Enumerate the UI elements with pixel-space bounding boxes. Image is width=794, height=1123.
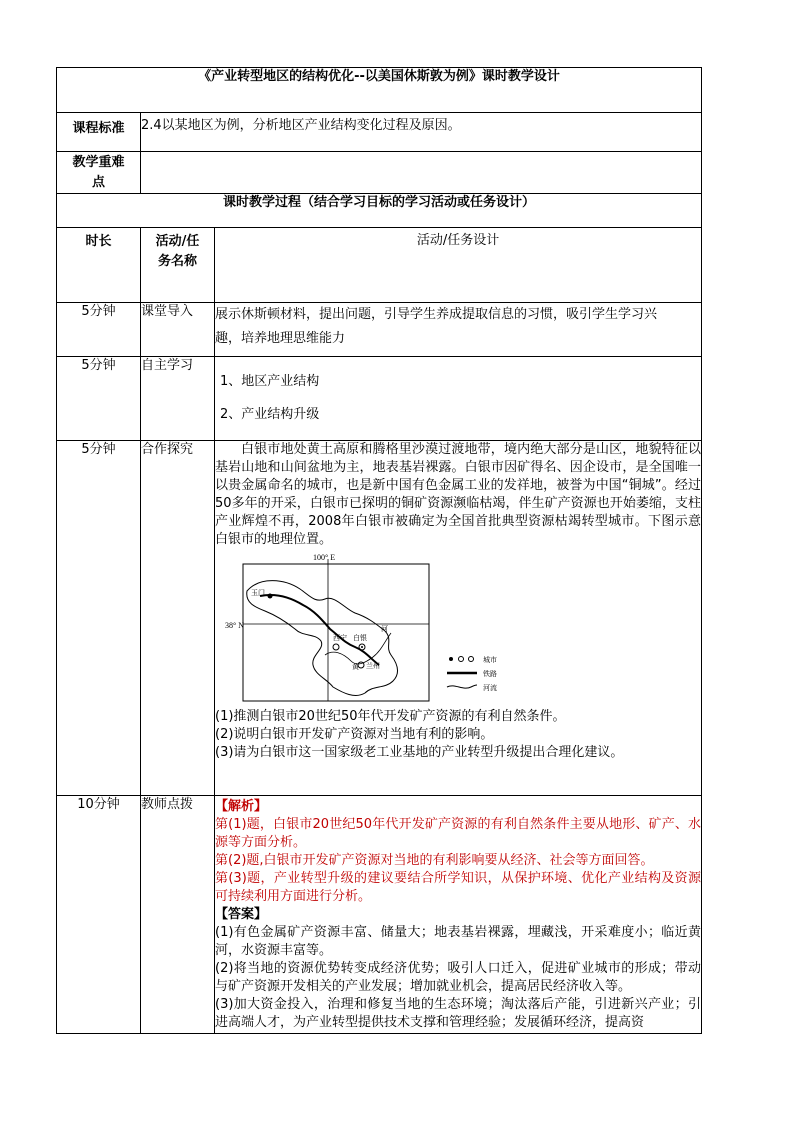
legend-city-label: 城市 [483, 656, 497, 664]
legend-river-symbol [447, 685, 477, 688]
focus-text [141, 152, 702, 194]
city-yumen-marker [268, 594, 273, 599]
standard-text: 2.4以某地区为例，分析地区产业结构变化过程及原因。 [141, 113, 702, 152]
coop-content [215, 441, 702, 796]
label-lanzhou: 兰州 [366, 662, 380, 670]
header-activity-line2: 务名称 [157, 254, 197, 269]
label-xining: 西宁 [333, 634, 347, 642]
header-row [57, 228, 702, 303]
self-text [215, 357, 702, 441]
legend-rail-label: 铁路 [483, 670, 497, 678]
header-time: 时长 [57, 228, 141, 303]
coop-paragraph: 白银市地处黄土高原和腾格里沙漠过渡地带，境内绝大部分是山区，地貌特征以基岩山地和山间盆地为主，地表基岩裸露。白银市因矿得名、因企设市，是全国唯一以贵金属命名的城市，也是新中国有色金属工业的发祥地，被誉为中国“铜城”。经过50多年的开采，白银市已探明的铜矿资源濒临枯竭，伴生矿产资源也开始萎缩，支柱产业辉煌不再，2008年白银市被确定为全国首批典型资源枯竭转型城市。下图示意白银市的地理位置。 [215, 442, 702, 547]
intro-text-line1: 展示休斯顿材料，提出问题，引导学生养成提取信息的习惯，吸引学生学习兴 [215, 307, 658, 322]
header-activity-line1: 活动/任 [155, 234, 200, 249]
self-time: 5分钟 [57, 357, 141, 441]
document-title: 《产业转型地区的结构优化--以美国休斯敦为例》课时教学设计 [57, 68, 702, 113]
lesson-plan-table [56, 67, 702, 1034]
focus-label [57, 152, 141, 194]
coop-time: 5分钟 [57, 441, 141, 796]
legend-river-label: 河流 [483, 684, 497, 692]
header-activity [141, 228, 215, 303]
header-design: 活动/任务设计 [215, 228, 702, 303]
process-title: 课时教学过程（结合学习目标的学习活动或任务设计） [57, 194, 702, 228]
coop-question2: (2)说明白银市开发矿产资源对当地有利的影响。 [215, 727, 494, 742]
focus-label-line1: 教学重难 [72, 155, 125, 170]
self-activity: 自主学习 [141, 357, 215, 441]
self-item1: 1、地区产业结构 [220, 374, 320, 389]
map-frame [243, 564, 429, 701]
intro-text [215, 303, 702, 357]
railway-line [260, 595, 379, 665]
longitude-label: 100° E [313, 553, 336, 562]
legend-city-dot3 [469, 657, 474, 662]
label-he: 河 [381, 625, 388, 633]
standard-label: 课程标准 [57, 113, 141, 152]
latitude-label: 38° N [225, 621, 244, 630]
answer-3: (3)加大资金投入，治理和修复当地的生态环境；淘汰落后产能，引进新兴产业；引进高端人才，为产业转型提供技术支撑和管理经验；发展循环经济，提高资 [215, 997, 702, 1030]
coop-activity: 合作探究 [141, 441, 215, 796]
label-yumen: 玉门 [251, 589, 265, 597]
self-item2: 2、产业结构升级 [220, 407, 320, 422]
baiyin-location-map [215, 551, 535, 706]
analysis-tag: 【解析】 [215, 799, 268, 814]
analysis-3: 第(3)题，产业转型升级的建议要结合所学知识，从保护环境、优化产业结构及资源可持续利用方面进行分析。 [215, 871, 702, 904]
legend-city-dot2 [459, 657, 464, 662]
city-baiyin-dot [361, 646, 363, 648]
intro-time: 5分钟 [57, 303, 141, 357]
analysis-1: 第(1)题，白银市20世纪50年代开发矿产资源的有利自然条件主要从地形、矿产、水源等方面分析。 [215, 817, 702, 850]
answer-1: (1)有色金属矿产资源丰富、储量大；地表基岩裸露，埋藏浅，开采难度小；临近黄河，水资源丰富等。 [215, 925, 702, 958]
coop-question1: (1)推测白银市20世纪50年代开发矿产资源的有利自然条件。 [215, 709, 566, 724]
answer-tag: 【答案】 [215, 907, 268, 922]
row-intro [57, 303, 702, 357]
teacher-activity: 教师点拨 [141, 796, 215, 1034]
focus-label-line2: 点 [91, 175, 105, 190]
title-row [57, 68, 702, 113]
row-cooperation [57, 441, 702, 796]
intro-activity: 课堂导入 [141, 303, 215, 357]
coop-question3: (3)请为白银市这一国家级老工业基地的产业转型升级提出合理化建议。 [215, 745, 624, 760]
intro-text-line2: 趣，培养地理思维能力 [215, 331, 346, 346]
analysis-2: 第(2)题,白银市开发矿产资源对当地的有利影响要从经济、社会等方面回答。 [215, 853, 654, 868]
standard-row [57, 113, 702, 152]
label-huang: 黄 [352, 663, 359, 671]
focus-row [57, 152, 702, 194]
teacher-content [215, 796, 702, 1034]
teacher-time: 10分钟 [57, 796, 141, 1034]
city-xining-marker [333, 644, 339, 650]
row-teacher [57, 796, 702, 1034]
legend-city-dot1 [449, 657, 453, 661]
process-title-row [57, 194, 702, 228]
label-baiyin: 白银 [353, 634, 367, 642]
answer-2: (2)将当地的资源优势转变成经济优势；吸引人口迁入，促进矿业城市的形成；带动与矿产资源开发相关的产业发展；增加就业机会，提高居民经济收入等。 [215, 961, 702, 994]
row-self-study [57, 357, 702, 441]
